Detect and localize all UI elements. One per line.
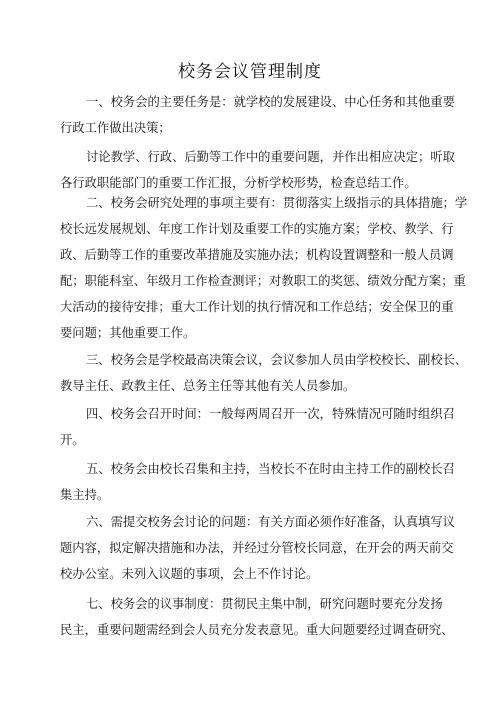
paragraph-5 [60, 401, 455, 453]
paragraph-line: 校长远发展规划、年度工作计划及重要工作的实施方案；学校、教学、行 [60, 222, 454, 236]
paragraph-line: 政、后勤等工作的重要改革措施及实施办法；机构设置调整和一般人员调 [60, 248, 454, 262]
paragraph-2 [60, 144, 455, 196]
paragraph-line: 行政工作做出决策； [60, 121, 171, 135]
paragraph-6 [60, 456, 455, 508]
paragraph-line: 一、校务会的主要任务是：就学校的发展建设、中心任务和其他重要 [86, 95, 455, 109]
paragraph-line: 校办公室。未列入议题的事项，会上不作讨论。 [60, 567, 319, 581]
paragraph-line: 大活动的接待安排；重大工作计划的执行情况和工作总结；安全保卫的重 [60, 300, 454, 314]
paragraph-line: 二、校务会研究处理的事项主要有：贯彻落实上级指示的具体措施；学 [86, 196, 468, 210]
paragraph-line: 三、校务会是学校最高决策会议，会议参加人员由学校校长、副校长、 [86, 353, 468, 367]
paragraph-line: 题内容，拟定解决措施和办法，并经过分管校长同意，在开会的两天前交 [60, 541, 454, 555]
paragraph-line: 要问题；其他重要工作。 [60, 326, 196, 340]
paragraph-line: 六、需提交校务会讨论的问题：有关方面必须作好准备，认真填写议 [86, 515, 455, 529]
paragraph-line: 民主，重要问题需经到会人员充分发表意见。重大问题要经过调查研究、 [60, 623, 454, 637]
paragraph-line: 五、校务会由校长召集和主持，当校长不在时由主持工作的副校长召 [86, 462, 455, 476]
paragraph-line: 七、校务会的议事制度：贯彻民主集中制，研究问题时要充分发扬 [86, 597, 443, 611]
paragraph-1 [60, 89, 455, 141]
document-title: 校务会议管理制度 [178, 62, 322, 82]
paragraph-8 [60, 591, 454, 643]
paragraph-line: 配；职能科室、年级月工作检查测评；对教职工的奖惩、绩效分配方案；重 [60, 274, 466, 288]
paragraph-line: 讨论教学、行政、后勤等工作中的重要问题，并作出相应决定；听取 [86, 150, 455, 164]
paragraph-line: 开。 [60, 433, 85, 447]
paragraph-line: 集主持。 [60, 488, 110, 502]
paragraph-line: 各行政职能部门的重要工作汇报，分析学校形势，检查总结工作。 [60, 176, 417, 190]
paragraph-7 [60, 509, 455, 587]
paragraph-4 [60, 347, 468, 399]
paragraph-line: 教导主任、政教主任、总务主任等其他有关人员参加。 [60, 379, 356, 393]
paragraph-line: 四、校务会召开时间：一般每两周召开一次，特殊情况可随时组织召 [86, 407, 455, 421]
paragraph-3 [60, 190, 468, 346]
